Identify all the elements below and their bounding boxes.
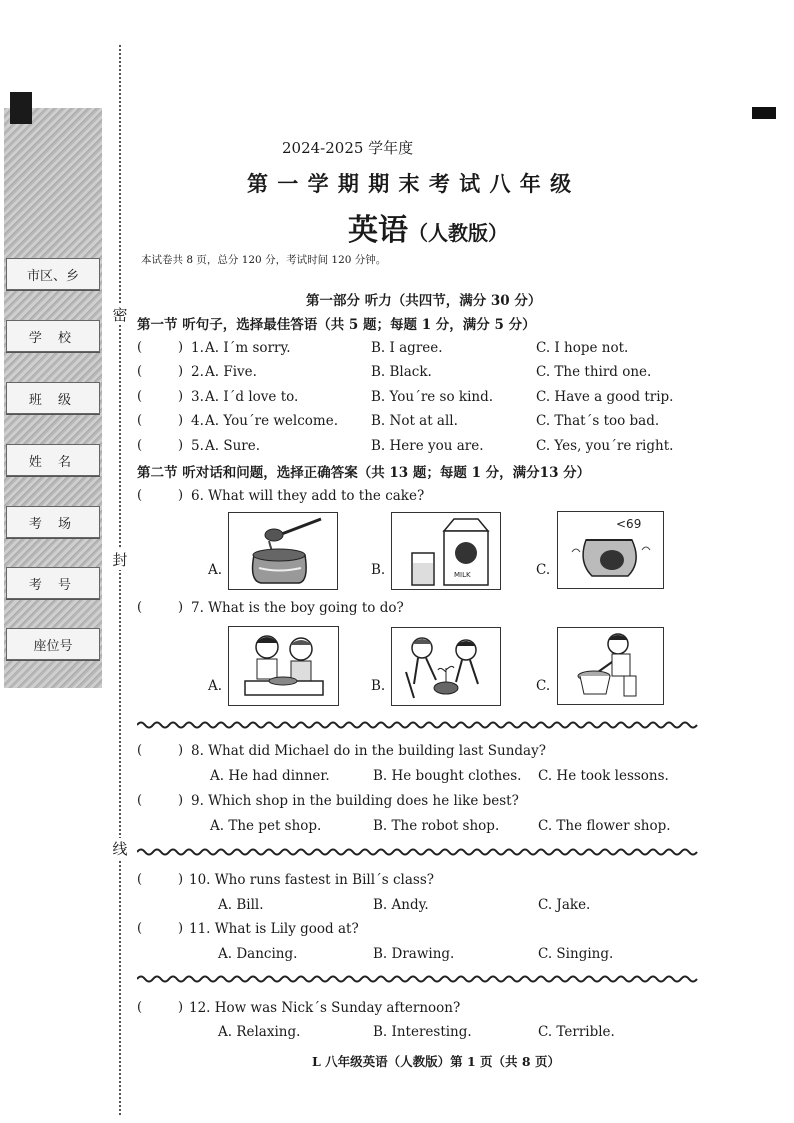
answer-bracket-close: ) xyxy=(178,1000,184,1015)
q10-option-c: C. Jake. xyxy=(538,897,591,913)
q2-option-b: B. Black. xyxy=(371,364,432,380)
field-school-label: 学 校 xyxy=(28,330,78,346)
answer-bracket-close: ) xyxy=(178,488,184,503)
sugar-bag-icon xyxy=(558,512,662,587)
answer-bracket-close: ) xyxy=(178,438,184,453)
answer-bracket-open: ( xyxy=(137,340,143,355)
field-class xyxy=(6,382,100,414)
q11-option-c: C. Singing. xyxy=(538,946,614,962)
q7-label-a: A. xyxy=(208,678,223,694)
answer-bracket-open: ( xyxy=(137,389,143,404)
field-name xyxy=(6,444,100,476)
q7-picture-a xyxy=(228,626,339,706)
answer-bracket-open: ( xyxy=(137,793,143,808)
answer-bracket-close: ) xyxy=(178,389,184,404)
carton-label: MILK xyxy=(454,571,471,579)
q9-option-a: A. The pet shop. xyxy=(210,818,322,834)
q7-label-c: C. xyxy=(536,678,551,694)
q1-option-c: C. I hope not. xyxy=(536,340,629,356)
milk-carton-icon xyxy=(392,513,499,588)
q4-number: 4. xyxy=(191,413,204,429)
answer-bracket-close: ) xyxy=(178,872,184,887)
q7-picture-c xyxy=(557,627,664,705)
field-region-line xyxy=(6,290,100,291)
honey-jar-icon xyxy=(229,513,336,588)
section1-title: 第一节 听句子，选择最佳答语（共 5 题；每题 1 分，满分 5 分） xyxy=(137,317,536,333)
q4-option-c: C. That´s too bad. xyxy=(536,413,660,429)
seal-char-mi: 密 xyxy=(112,306,128,324)
field-name-label: 姓 名 xyxy=(28,454,78,470)
wavy-separator xyxy=(137,847,702,857)
answer-bracket-close: ) xyxy=(178,600,184,615)
field-room-label: 考 场 xyxy=(28,516,78,532)
q4-option-b: B. Not at all. xyxy=(371,413,458,429)
q7-label-b: B. xyxy=(371,678,386,694)
q1-option-b: B. I agree. xyxy=(371,340,443,356)
binding-black-tab xyxy=(10,92,32,124)
q8-option-a: A. He had dinner. xyxy=(210,768,330,784)
corner-mark xyxy=(752,107,776,119)
field-room-line xyxy=(6,538,100,539)
binding-dotted-line xyxy=(119,45,121,1115)
answer-bracket-close: ) xyxy=(178,364,184,379)
field-seat-label: 座位号 xyxy=(33,638,73,654)
q11-option-a: A. Dancing. xyxy=(218,946,298,962)
part1-title: 第一部分 听力（共四节，满分 30 分） xyxy=(306,293,542,309)
q6-picture-c xyxy=(557,511,664,589)
seal-char-feng: 封 xyxy=(112,551,128,569)
q9-option-b: B. The robot shop. xyxy=(373,818,500,834)
exam-info: 本试卷共 8 页，总分 120 分，考试时间 120 分钟。 xyxy=(141,254,387,266)
boy-washing-icon xyxy=(558,628,662,703)
wavy-separator xyxy=(137,974,702,984)
q11-option-b: B. Drawing. xyxy=(373,946,455,962)
field-class-label: 班 级 xyxy=(28,392,78,408)
q10-option-b: B. Andy. xyxy=(373,897,429,913)
answer-bracket-open: ( xyxy=(137,1000,143,1015)
q12-option-b: B. Interesting. xyxy=(373,1024,472,1040)
subject-heading xyxy=(348,205,508,249)
school-year: 2024-2025 学年度 xyxy=(282,139,414,157)
q6-label-c: C. xyxy=(536,562,551,578)
q3-option-a: A. I´d love to. xyxy=(205,389,299,405)
scale-reading: <69 xyxy=(616,517,642,531)
answer-bracket-open: ( xyxy=(137,364,143,379)
q5-option-b: B. Here you are. xyxy=(371,438,484,454)
subject-title: 英语 xyxy=(348,213,408,248)
field-number xyxy=(6,567,100,599)
q12-option-c: C. Terrible. xyxy=(538,1024,615,1040)
answer-bracket-open: ( xyxy=(137,600,143,615)
q8-option-c: C. He took lessons. xyxy=(538,768,669,784)
q4-option-a: A. You´re welcome. xyxy=(205,413,339,429)
q11-text: 11. What is Lily good at? xyxy=(189,921,359,937)
field-seat-line xyxy=(6,660,100,661)
answer-bracket-open: ( xyxy=(137,872,143,887)
q5-number: 5. xyxy=(191,438,204,454)
q10-text: 10. Who runs fastest in Bill´s class? xyxy=(189,872,435,888)
q12-text: 12. How was Nick´s Sunday afternoon? xyxy=(189,1000,461,1016)
field-school xyxy=(6,320,100,352)
q6-label-b: B. xyxy=(371,562,386,578)
answer-bracket-close: ) xyxy=(178,793,184,808)
q5-option-c: C. Yes, you´re right. xyxy=(536,438,674,454)
q3-option-c: C. Have a good trip. xyxy=(536,389,674,405)
q9-option-c: C. The flower shop. xyxy=(538,818,671,834)
q3-number: 3. xyxy=(191,389,204,405)
answer-bracket-open: ( xyxy=(137,413,143,428)
field-class-line xyxy=(6,414,100,415)
q3-option-b: B. You´re so kind. xyxy=(371,389,494,405)
page-footer: L 八年级英语（人教版）第 1 页（共 8 页） xyxy=(312,1054,560,1069)
wavy-separator xyxy=(137,720,702,730)
field-region xyxy=(6,258,100,290)
seal-char-xian: 线 xyxy=(112,840,128,858)
q8-option-b: B. He bought clothes. xyxy=(373,768,522,784)
q1-number: 1. xyxy=(191,340,204,356)
field-seat xyxy=(6,628,100,660)
q9-text: 9. Which shop in the building does he like best? xyxy=(191,793,519,809)
kids-planting-icon xyxy=(392,628,499,704)
field-number-line xyxy=(6,599,100,600)
q6-picture-a xyxy=(228,512,338,590)
q6-picture-b xyxy=(391,512,501,590)
q6-text: 6. What will they add to the cake? xyxy=(191,488,425,504)
answer-bracket-open: ( xyxy=(137,921,143,936)
q2-option-c: C. The third one. xyxy=(536,364,652,380)
field-room xyxy=(6,506,100,538)
q1-option-a: A. I´m sorry. xyxy=(205,340,291,356)
field-region-label: 市区、乡 xyxy=(26,268,79,284)
answer-bracket-close: ) xyxy=(178,340,184,355)
answer-bracket-close: ) xyxy=(178,743,184,758)
q2-option-a: A. Five. xyxy=(205,364,257,380)
edition-label: （人教版） xyxy=(408,221,508,245)
field-number-label: 考 号 xyxy=(28,577,78,593)
q6-label-a: A. xyxy=(208,562,223,578)
section2-title: 第二节 听对话和问题，选择正确答案（共 13 题；每题 1 分，满分13 分） xyxy=(137,465,591,481)
field-name-line xyxy=(6,476,100,477)
q5-option-a: A. Sure. xyxy=(205,438,261,454)
answer-bracket-close: ) xyxy=(178,413,184,428)
answer-bracket-open: ( xyxy=(137,488,143,503)
field-school-line xyxy=(6,352,100,353)
q7-text: 7. What is the boy going to do? xyxy=(191,600,404,616)
kids-cooking-icon xyxy=(229,627,337,704)
q12-option-a: A. Relaxing. xyxy=(218,1024,301,1040)
q7-picture-b xyxy=(391,627,501,706)
answer-bracket-close: ) xyxy=(178,921,184,936)
exam-title: 第 一 学 期 期 末 考 试 八 年 级 xyxy=(247,171,573,196)
q10-option-a: A. Bill. xyxy=(218,897,264,913)
answer-bracket-open: ( xyxy=(137,743,143,758)
answer-bracket-open: ( xyxy=(137,438,143,453)
q2-number: 2. xyxy=(191,364,204,380)
q8-text: 8. What did Michael do in the building last Sunday? xyxy=(191,743,546,759)
